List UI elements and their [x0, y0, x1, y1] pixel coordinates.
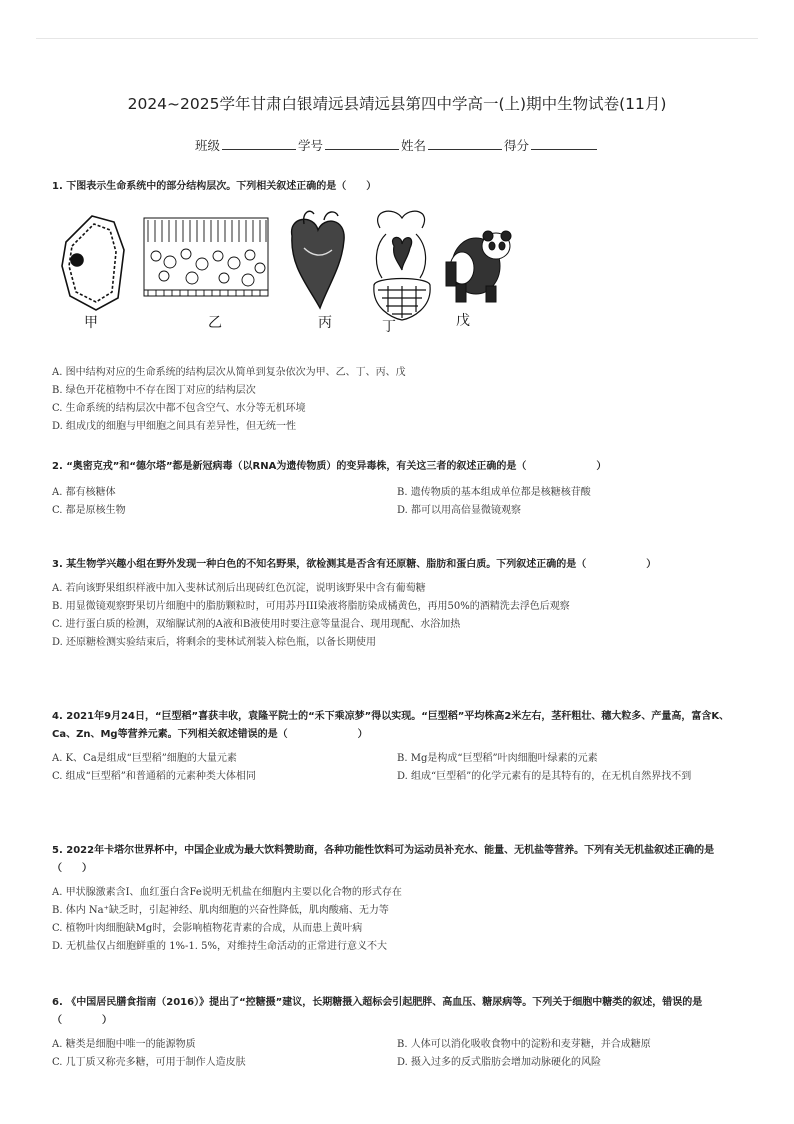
figure-label-wu: 戊 — [456, 313, 470, 329]
page-title: 2024~2025学年甘肃白银靖远县靖远县第四中学高一(上)期中生物试卷(11月) — [127, 95, 667, 113]
option-c[interactable]: C. 都是原核生物 — [52, 505, 126, 516]
option-a[interactable]: A. 若向该野果组织样液中加入斐林试剂后出现砖红色沉淀，说明该野果中含有葡萄糖 — [52, 583, 426, 594]
option-d[interactable]: D. 还原糖检测实验结束后，将剩余的斐林试剂装入棕色瓶，以备长期使用 — [52, 637, 377, 648]
question-stem: 2. “奥密克戎”和“德尔塔”都是新冠病毒（以RNA为遗传物质）的变异毒株，有关这三者的叙述正确的是（ ） — [52, 461, 607, 472]
option-a[interactable]: A. 甲状腺激素含Ⅰ、血红蛋白含Fe说明无机盐在细胞内主要以化合物的形式存在 — [52, 887, 402, 898]
panda-drawing — [446, 231, 511, 302]
option-a[interactable]: A. 都有核糖体 — [52, 487, 116, 498]
option-a[interactable]: A. 图中结构对应的生命系统的结构层次从简单到复杂依次为甲、乙、丁、丙、戊 — [52, 367, 406, 378]
options-list — [52, 1036, 742, 1072]
option-c[interactable]: C. 生命系统的结构层次中都不包含空气、水分等无机环境 — [52, 403, 306, 414]
structure-levels-drawing — [52, 206, 512, 330]
class-blank[interactable] — [222, 137, 296, 150]
question-4 — [52, 708, 742, 786]
option-a[interactable]: A. K、Ca是组成“巨型稻”细胞的大量元素 — [52, 753, 237, 764]
figure-label-bing: 丙 — [318, 315, 332, 331]
option-d[interactable]: D. 无机盐仅占细胞鲜重的 1%-1. 5%，对维持生命活动的正常进行意义不大 — [52, 941, 388, 952]
option-b[interactable]: B. 用显微镜观察野果切片细胞中的脂肪颗粒时，可用苏丹III染液将脂肪染成橘黄色，再用50%的酒精洗去浮色后观察 — [52, 601, 570, 612]
header-rule — [36, 38, 758, 39]
option-d[interactable]: D. 摄入过多的反式脂肪会增加动脉硬化的风险 — [397, 1057, 602, 1068]
id-blank[interactable] — [325, 137, 399, 150]
name-blank[interactable] — [428, 137, 502, 150]
question-stem: 1. 下图表示生命系统中的部分结构层次。下列相关叙述正确的是（ ） — [52, 181, 377, 192]
question-stem: 5. 2022年卡塔尔世界杯中，中国企业成为最大饮料赞助商，各种功能性饮料可为运动员补充水、能量、无机盐等营养。下列有关无机盐叙述正确的是（ ） — [52, 845, 715, 874]
options-list — [52, 364, 742, 436]
question-stem: 6. 《中国居民膳食指南（2016）》提出了“控糖摄”建议，长期糖摄入超标会引起肥胖、高血压、糖尿病等。下列关于细胞中糖类的叙述，错误的是（ ） — [52, 997, 703, 1026]
leaf-tissue-drawing — [144, 218, 268, 296]
heart-drawing — [292, 211, 345, 308]
option-b[interactable]: B. 体内 Na⁺缺乏时，引起神经、肌肉细胞的兴奋性降低，肌肉酸痛、无力等 — [52, 905, 389, 916]
question-5 — [52, 842, 742, 956]
question-2 — [52, 458, 742, 520]
options-list — [52, 484, 742, 520]
question-stem: 4. 2021年9月24日，“巨型稻”喜获丰收，袁隆平院士的“禾下乘凉梦”得以实现。“巨型稻”平均株高2米左右，茎秆粗壮、穗大粒多、产量高，富含K、Ca、Zn、Mg等营养元素。下列相关叙述错误的是（ ） — [52, 711, 730, 740]
id-label: 学号 — [297, 138, 323, 153]
question-1 — [52, 178, 742, 436]
option-b[interactable]: B. 人体可以消化吸收食物中的淀粉和麦芽糖，并合成糖原 — [397, 1039, 651, 1050]
figure-label-jia: 甲 — [84, 315, 98, 331]
options-list — [52, 884, 742, 956]
score-blank[interactable] — [531, 137, 597, 150]
option-d[interactable]: D. 组成戊的细胞与甲细胞之间具有差异性，但无统一性 — [52, 421, 297, 432]
option-c[interactable]: C. 组成“巨型稻”和普通稻的元素种类大体相同 — [52, 771, 256, 782]
question-stem: 3. 某生物学兴趣小组在野外发现一种白色的不知名野果，欲检测其是否含有还原糖、脂肪和蛋白质。下列叙述正确的是（ ） — [52, 559, 657, 570]
class-label: 班级 — [194, 138, 220, 153]
options-list — [52, 750, 742, 786]
option-d[interactable]: D. 组成“巨型稻”的化学元素有的是其特有的，在无机自然界找不到 — [397, 771, 692, 782]
figure-label-yi: 乙 — [208, 315, 222, 331]
option-b[interactable]: B. 绿色开花植物中不存在图丁对应的结构层次 — [52, 385, 256, 396]
option-a[interactable]: A. 糖类是细胞中唯一的能源物质 — [52, 1039, 196, 1050]
question-6 — [52, 994, 742, 1072]
name-label: 姓名 — [401, 138, 427, 153]
options-list — [52, 580, 742, 652]
option-c[interactable]: C. 进行蛋白质的检测，双缩脲试剂的A液和B液使用时要注意等量混合、现用现配、水浴加热 — [52, 619, 461, 630]
option-c[interactable]: C. 几丁质又称壳多糖，可用于制作人造皮肤 — [52, 1057, 246, 1068]
question-3 — [52, 556, 742, 652]
structure-levels-figure — [52, 206, 742, 335]
option-b[interactable]: B. 遗传物质的基本组成单位都是核糖核苷酸 — [397, 487, 591, 498]
option-d[interactable]: D. 都可以用高倍显微镜观察 — [397, 505, 522, 516]
student-info-line — [0, 136, 794, 154]
plant-cell-drawing — [62, 216, 124, 310]
option-b[interactable]: B. Mg是构成“巨型稻”叶肉细胞叶绿素的元素 — [397, 753, 598, 764]
score-label: 得分 — [504, 138, 530, 153]
option-c[interactable]: C. 植物叶肉细胞缺Mg时，会影响植物花青素的合成，从而患上黄叶病 — [52, 923, 363, 934]
figure-label-ding: 丁 — [382, 319, 396, 335]
circulatory-system-drawing — [374, 211, 430, 320]
